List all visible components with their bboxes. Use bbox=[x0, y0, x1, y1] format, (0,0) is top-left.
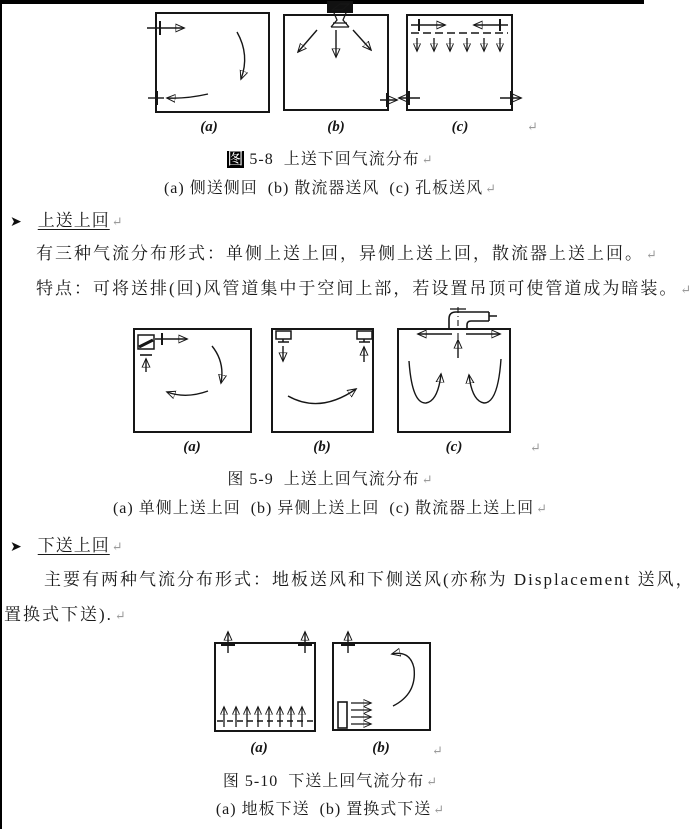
paragraph-mark: ↵ bbox=[680, 282, 692, 297]
fig-5-9-panel-c-label: (c) bbox=[445, 439, 463, 455]
fig-5-9-diagram-a-single-side[interactable] bbox=[134, 329, 251, 432]
paragraph-airflow-forms-2-line2[interactable]: 置换式下送). ↵ bbox=[4, 605, 126, 624]
fig-5-8-diagram-a-side-supply[interactable] bbox=[147, 13, 269, 112]
fig-5-10-subcaption[interactable]: (a) 地板下送 (b) 置换式下送 ↵ bbox=[215, 801, 445, 818]
fig-5-8-diagram-b-diffuser-supply[interactable] bbox=[284, 1, 397, 110]
fig-5-8-panel-c-label: (c) bbox=[451, 119, 469, 135]
paragraph-mark: ↵ bbox=[432, 743, 443, 758]
paragraph-mark: ↵ bbox=[527, 119, 538, 134]
fig-5-10-caption[interactable]: 图 5-10 下送上回气流分布 ↵ bbox=[222, 773, 438, 790]
paragraph-mark: ↵ bbox=[530, 440, 541, 455]
paragraph-airflow-forms-1[interactable]: 有三种气流分布形式：单侧上送上回，异侧上送上回，散流器上送上回。 ↵ bbox=[36, 244, 657, 263]
paragraph-mark: ↵ bbox=[421, 472, 433, 487]
fig-5-9-panel-b-label: (b) bbox=[313, 439, 331, 455]
fig-5-9-caption[interactable]: 图 5-9 上送上回气流分布 ↵ bbox=[227, 471, 433, 488]
paragraph-mark: ↵ bbox=[433, 802, 445, 817]
paragraph-mark: ↵ bbox=[646, 247, 657, 262]
selected-text[interactable]: 图 bbox=[227, 151, 245, 168]
fig-5-8-caption[interactable]: 图 5-8 上送下回气流分布 ↵ bbox=[227, 151, 433, 168]
fig-5-9-diagram-c-diffuser[interactable] bbox=[398, 307, 510, 432]
arrow-bullet-icon: ➤ bbox=[10, 215, 22, 230]
paragraph-mark: ↵ bbox=[111, 539, 123, 554]
arrow-bullet-icon: ➤ bbox=[10, 540, 22, 555]
paragraph-mark: ↵ bbox=[536, 501, 548, 516]
fig-5-8-subcaption[interactable]: (a) 侧送侧回 (b) 散流器送风 (c) 孔板送风 ↵ bbox=[163, 180, 497, 197]
paragraph-features[interactable]: 特点：可将送排(回)风管道集中于空间上部，若设置吊顶可使管道成为暗装。 ↵ bbox=[36, 279, 692, 298]
heading-up-supply-up-return[interactable]: ➤ 上送上回 ↵ bbox=[10, 211, 123, 230]
fig-5-8-panel-a-label: (a) bbox=[200, 119, 218, 135]
fig-5-10-diagram-b-displacement-supply[interactable] bbox=[333, 632, 430, 730]
fig-5-9-panel-a-label: (a) bbox=[183, 439, 201, 455]
fig-5-9-subcaption[interactable]: (a) 单侧上送上回 (b) 异侧上送上回 (c) 散流器上送上回 ↵ bbox=[112, 500, 548, 517]
paragraph-mark: ↵ bbox=[111, 214, 123, 229]
fig-5-9-diagram-b-opposite-side[interactable] bbox=[272, 329, 373, 432]
paragraph-airflow-forms-2-line1[interactable]: 主要有两种气流分布形式：地板送风和下侧送风(亦称为 Displacement 送风， bbox=[44, 570, 695, 589]
fig-5-10-diagram-a-floor-supply[interactable] bbox=[215, 632, 315, 731]
heading-down-supply-up-return[interactable]: ➤ 下送上回 ↵ bbox=[10, 536, 123, 555]
fig-5-8-panel-b-label: (b) bbox=[327, 119, 345, 135]
fig-5-10-panel-a-label: (a) bbox=[250, 740, 268, 756]
paragraph-mark: ↵ bbox=[426, 774, 438, 789]
paragraph-mark: ↵ bbox=[421, 152, 433, 167]
paragraph-mark: ↵ bbox=[114, 608, 126, 623]
fig-5-8-diagram-c-perforated-panel-supply[interactable] bbox=[399, 15, 521, 110]
fig-5-10-panel-b-label: (b) bbox=[372, 740, 390, 756]
paragraph-mark: ↵ bbox=[485, 181, 497, 196]
